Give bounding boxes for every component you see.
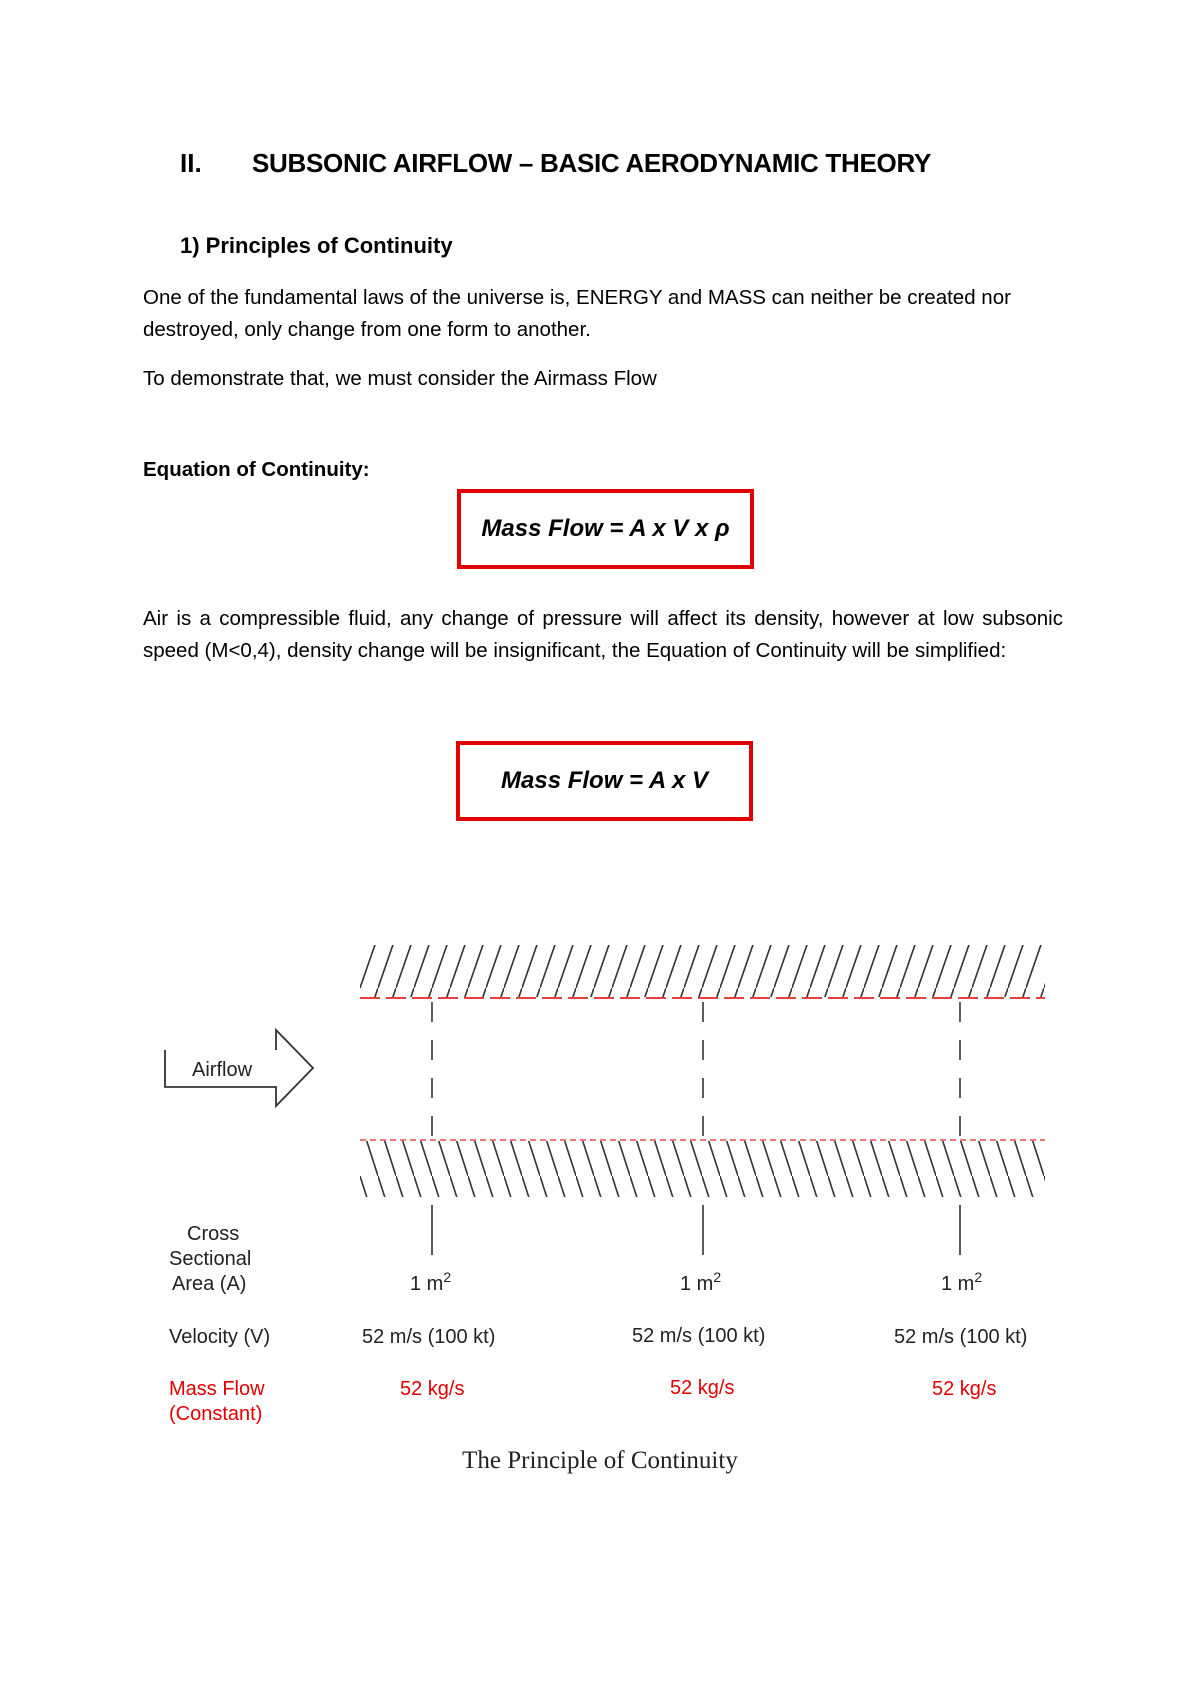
station-1-velocity: 52 m/s (100 kt)	[362, 1326, 496, 1348]
figure-caption: The Principle of Continuity	[462, 1447, 738, 1474]
station-2-area: 1 $m^2$	[680, 1269, 722, 1295]
station-3	[894, 1269, 1027, 1400]
area-label-line2: Sectional	[169, 1248, 252, 1270]
massflow-label-line1: Mass Flow	[169, 1378, 265, 1400]
paragraph-fundamental-law: One of the fundamental laws of the universe is, ENERGY and MASS can neither be created nor destroyed, only change from one form to another.	[143, 286, 1011, 341]
station-3-massflow: 52 kg/s	[932, 1378, 997, 1400]
row-labels	[169, 1223, 270, 1425]
section-title: SUBSONIC AIRFLOW – BASIC AERODYNAMIC THEORY	[252, 148, 932, 178]
station-1-massflow: 52 kg/s	[400, 1378, 465, 1400]
section-number: II.	[180, 148, 202, 178]
station-2	[632, 1269, 765, 1399]
station-1	[362, 1269, 495, 1400]
station-3-velocity: 52 m/s (100 kt)	[894, 1326, 1028, 1348]
area-label-line1: Cross	[187, 1223, 240, 1245]
airflow-label: Airflow	[192, 1059, 253, 1081]
airflow-arrow	[165, 1030, 313, 1106]
area-label-line3: Area (A)	[172, 1273, 247, 1295]
station-2-massflow: 52 kg/s	[670, 1377, 735, 1399]
station-lines	[432, 1002, 960, 1255]
lower-wall	[360, 1140, 1045, 1197]
subsection-title: 1) Principles of Continuity	[180, 233, 453, 258]
massflow-label-line2: (Constant)	[169, 1403, 263, 1425]
equation-simplified: Mass Flow = A x V	[501, 767, 708, 794]
equation-label: Equation of Continuity:	[143, 458, 370, 481]
velocity-label: Velocity (V)	[169, 1326, 271, 1348]
station-2-velocity: 52 m/s (100 kt)	[632, 1325, 766, 1347]
equation-full: Mass Flow = A x V x ρ	[481, 515, 730, 542]
upper-wall	[360, 945, 1045, 998]
paragraph-compressible: Air is a compressible fluid, any change of pressure will affect its density, however at low subsonic speed (M<0,4), density change will be insignificant, the Equation of Continuity will be simplified:	[143, 607, 1063, 662]
station-1-area: 1 $m^2$	[410, 1269, 452, 1295]
station-3-area: 1 $m^2$	[941, 1269, 983, 1295]
paragraph-demonstrate: To demonstrate that, we must consider the Airmass Flow	[143, 367, 657, 390]
